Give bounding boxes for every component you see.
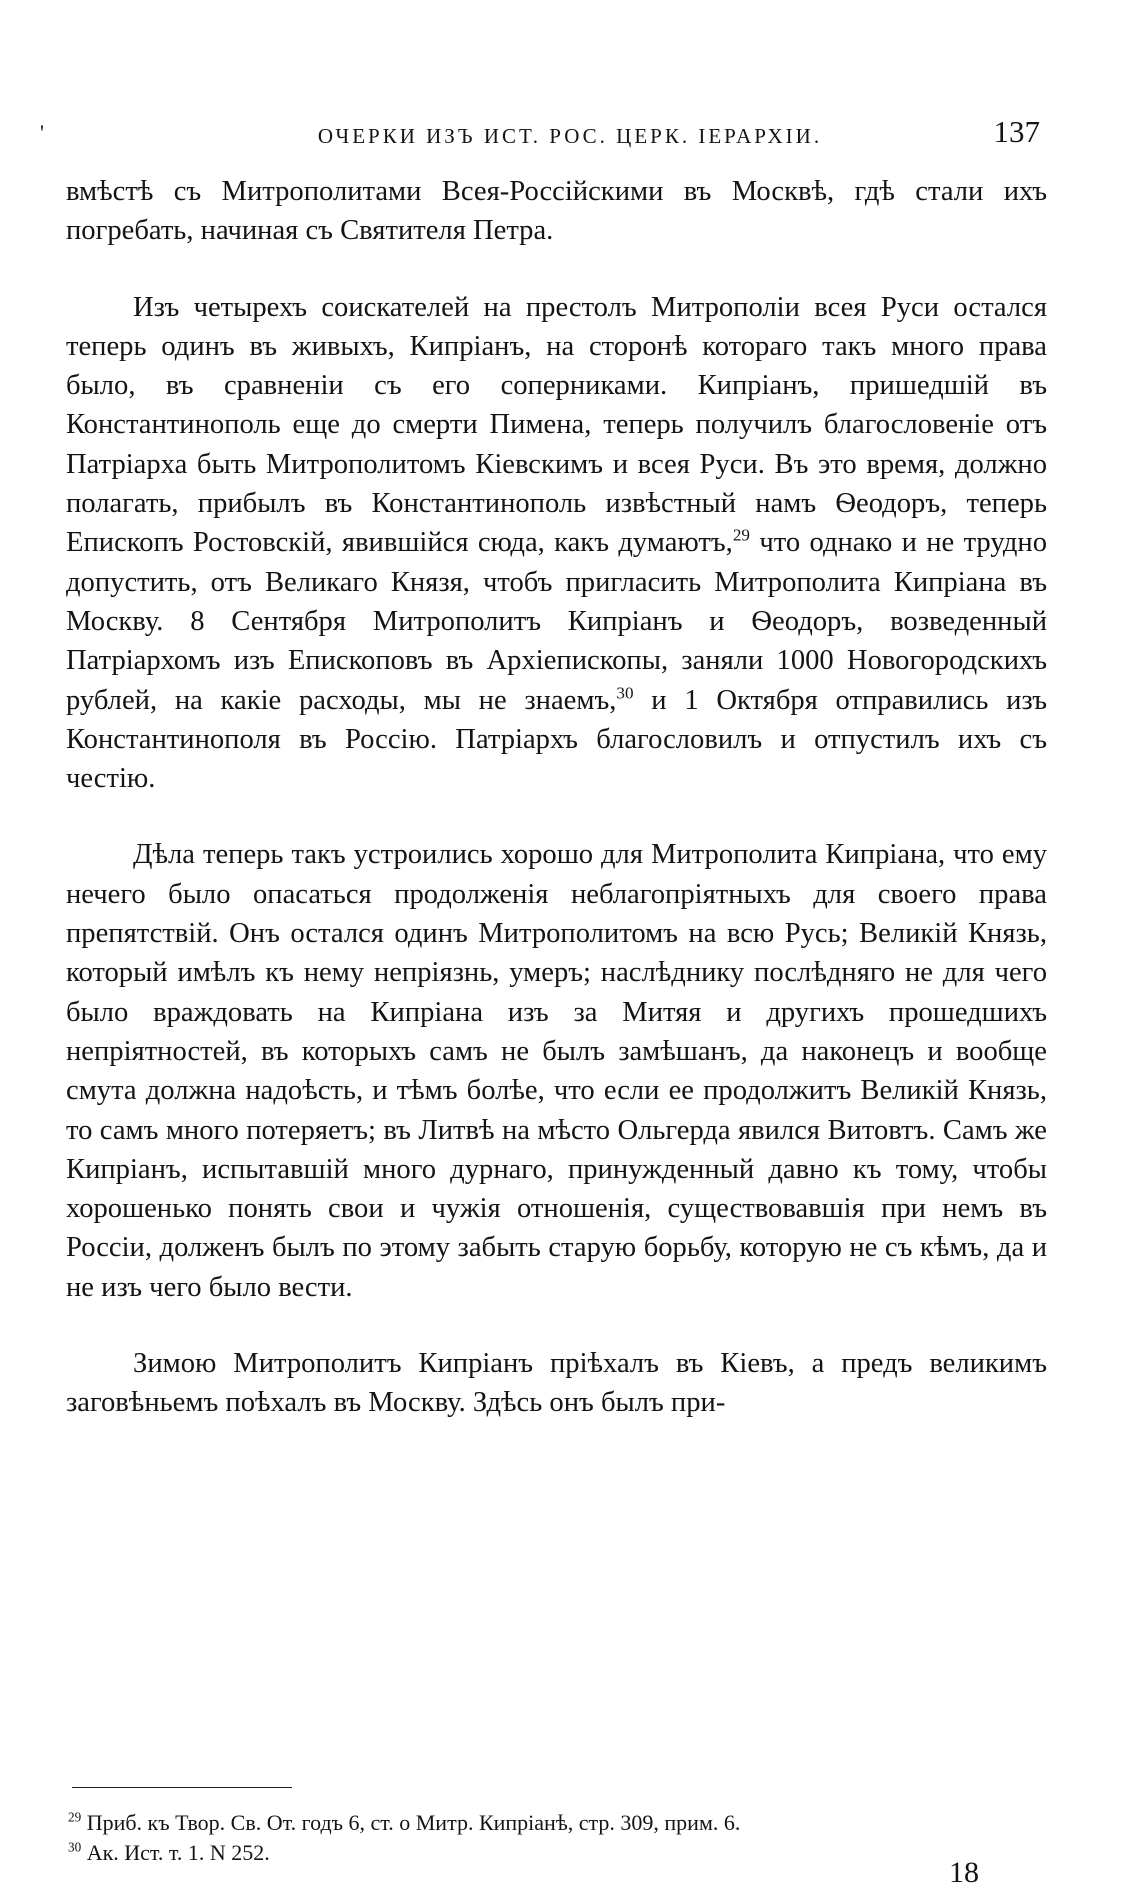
- paragraph-text: и 1 Октября отправились изъ Константинополя въ Россію. Патріархъ благословилъ и отпустилъ ихъ съ честію.: [66, 684, 1047, 795]
- footnote-ref: 30: [616, 683, 634, 703]
- paragraph-text: Изъ четырехъ соискателей на престолъ Митрополіи всея Руси остался теперь одинъ въ живыхъ, Кипріанъ, на сторонѣ котораго такъ много права было, въ сравненіи съ его соперниками. Кипріанъ, пришедшій въ Константинополь еще до смерти Пимена, теперь получилъ благословеніе отъ Патріарха быть Митрополитомъ Кіевскимъ и всея Руси. Въ это время, должно полагать, прибылъ въ Константинополь извѣстный намъ Ѳеодоръ, теперь Епископъ Ростовскій, явившійся сюда, какъ думаютъ,: [66, 291, 1047, 559]
- running-title: ОЧЕРКИ ИЗЪ ИСТ. РОС. ЦЕРК. ІЕРАРХІИ.: [317, 124, 823, 148]
- signature-mark: 18: [949, 1856, 979, 1889]
- footnote: [68, 1808, 1048, 1838]
- page-number: 137: [993, 114, 1040, 149]
- footnote-text: Ак. Ист. т. 1. N 252.: [86, 1840, 270, 1865]
- footnote-number: 30: [68, 1839, 82, 1855]
- body-text: [66, 172, 1047, 1460]
- page-header: [0, 114, 1140, 154]
- footnote-number: 29: [68, 1809, 82, 1825]
- footnote: [68, 1838, 1048, 1868]
- paragraph: [66, 172, 1047, 251]
- header-mark: ': [40, 120, 44, 145]
- footnotes: [68, 1808, 1048, 1868]
- paragraph: [66, 288, 1047, 799]
- paragraph-text: Зимою Митрополитъ Кипріанъ пріѣхалъ въ Кіевъ, а предъ великимъ заговѣньемъ поѣхалъ въ Москву. Здѣсь онъ былъ при-: [66, 1348, 1047, 1419]
- footnote-rule: [72, 1787, 292, 1788]
- paragraph-text: Дѣла теперь такъ устроились хорошо для Митрополита Кипріана, что ему нечего было опасаться продолженія неблагопріятныхъ для своего права препятствій. Онъ остался одинъ Митрополитомъ на всю Русь; Великій Князь, который имѣлъ къ нему непріязнь, умеръ; наслѣднику послѣдняго не для чего было враждовать на Кипріана изъ за Митяя и другихъ прошедшихъ непріятностей, въ которыхъ самъ не былъ замѣшанъ, да наконецъ и вообще смута должна надоѣсть, и тѣмъ болѣе, что если ее продолжитъ Великій Князь, то самъ много потеряетъ; въ Литвѣ на мѣсто Ольгерда явился Витовтъ. Самъ же Кипріанъ, испытавшій много дурнаго, принужденный давно къ тому, чтобы хорошенько понять свои и чужія отношенія, существовавшія при немъ въ Россіи, долженъ былъ по этому забыть старую борьбу, которую не съ кѣмъ, да и не изъ чего было вести.: [66, 839, 1047, 1303]
- footnote-ref: 29: [732, 525, 750, 545]
- paragraph-text: что однако и не трудно допустить, отъ Великаго Князя, чтобъ пригласить Митрополита Кипріана въ Москву. 8 Сентября Митрополитъ Кипріанъ и Ѳеодоръ, возведенный Патріархомъ изъ Епископовъ въ Архіепископы, заняли 1000 Новогородскихъ рублей, на какіе расходы, мы не знаемъ,: [66, 527, 1047, 716]
- paragraph: [66, 1344, 1047, 1423]
- paragraph: [66, 835, 1047, 1307]
- footnote-text: Приб. къ Твор. Св. От. годъ 6, ст. о Митр. Кипріанѣ, стр. 309, прим. 6.: [86, 1810, 741, 1835]
- paragraph-text: вмѣстѣ съ Митрополитами Всея-Россійскими въ Москвѣ, гдѣ стали ихъ погребать, начиная съ Святителя Петра.: [66, 176, 1047, 247]
